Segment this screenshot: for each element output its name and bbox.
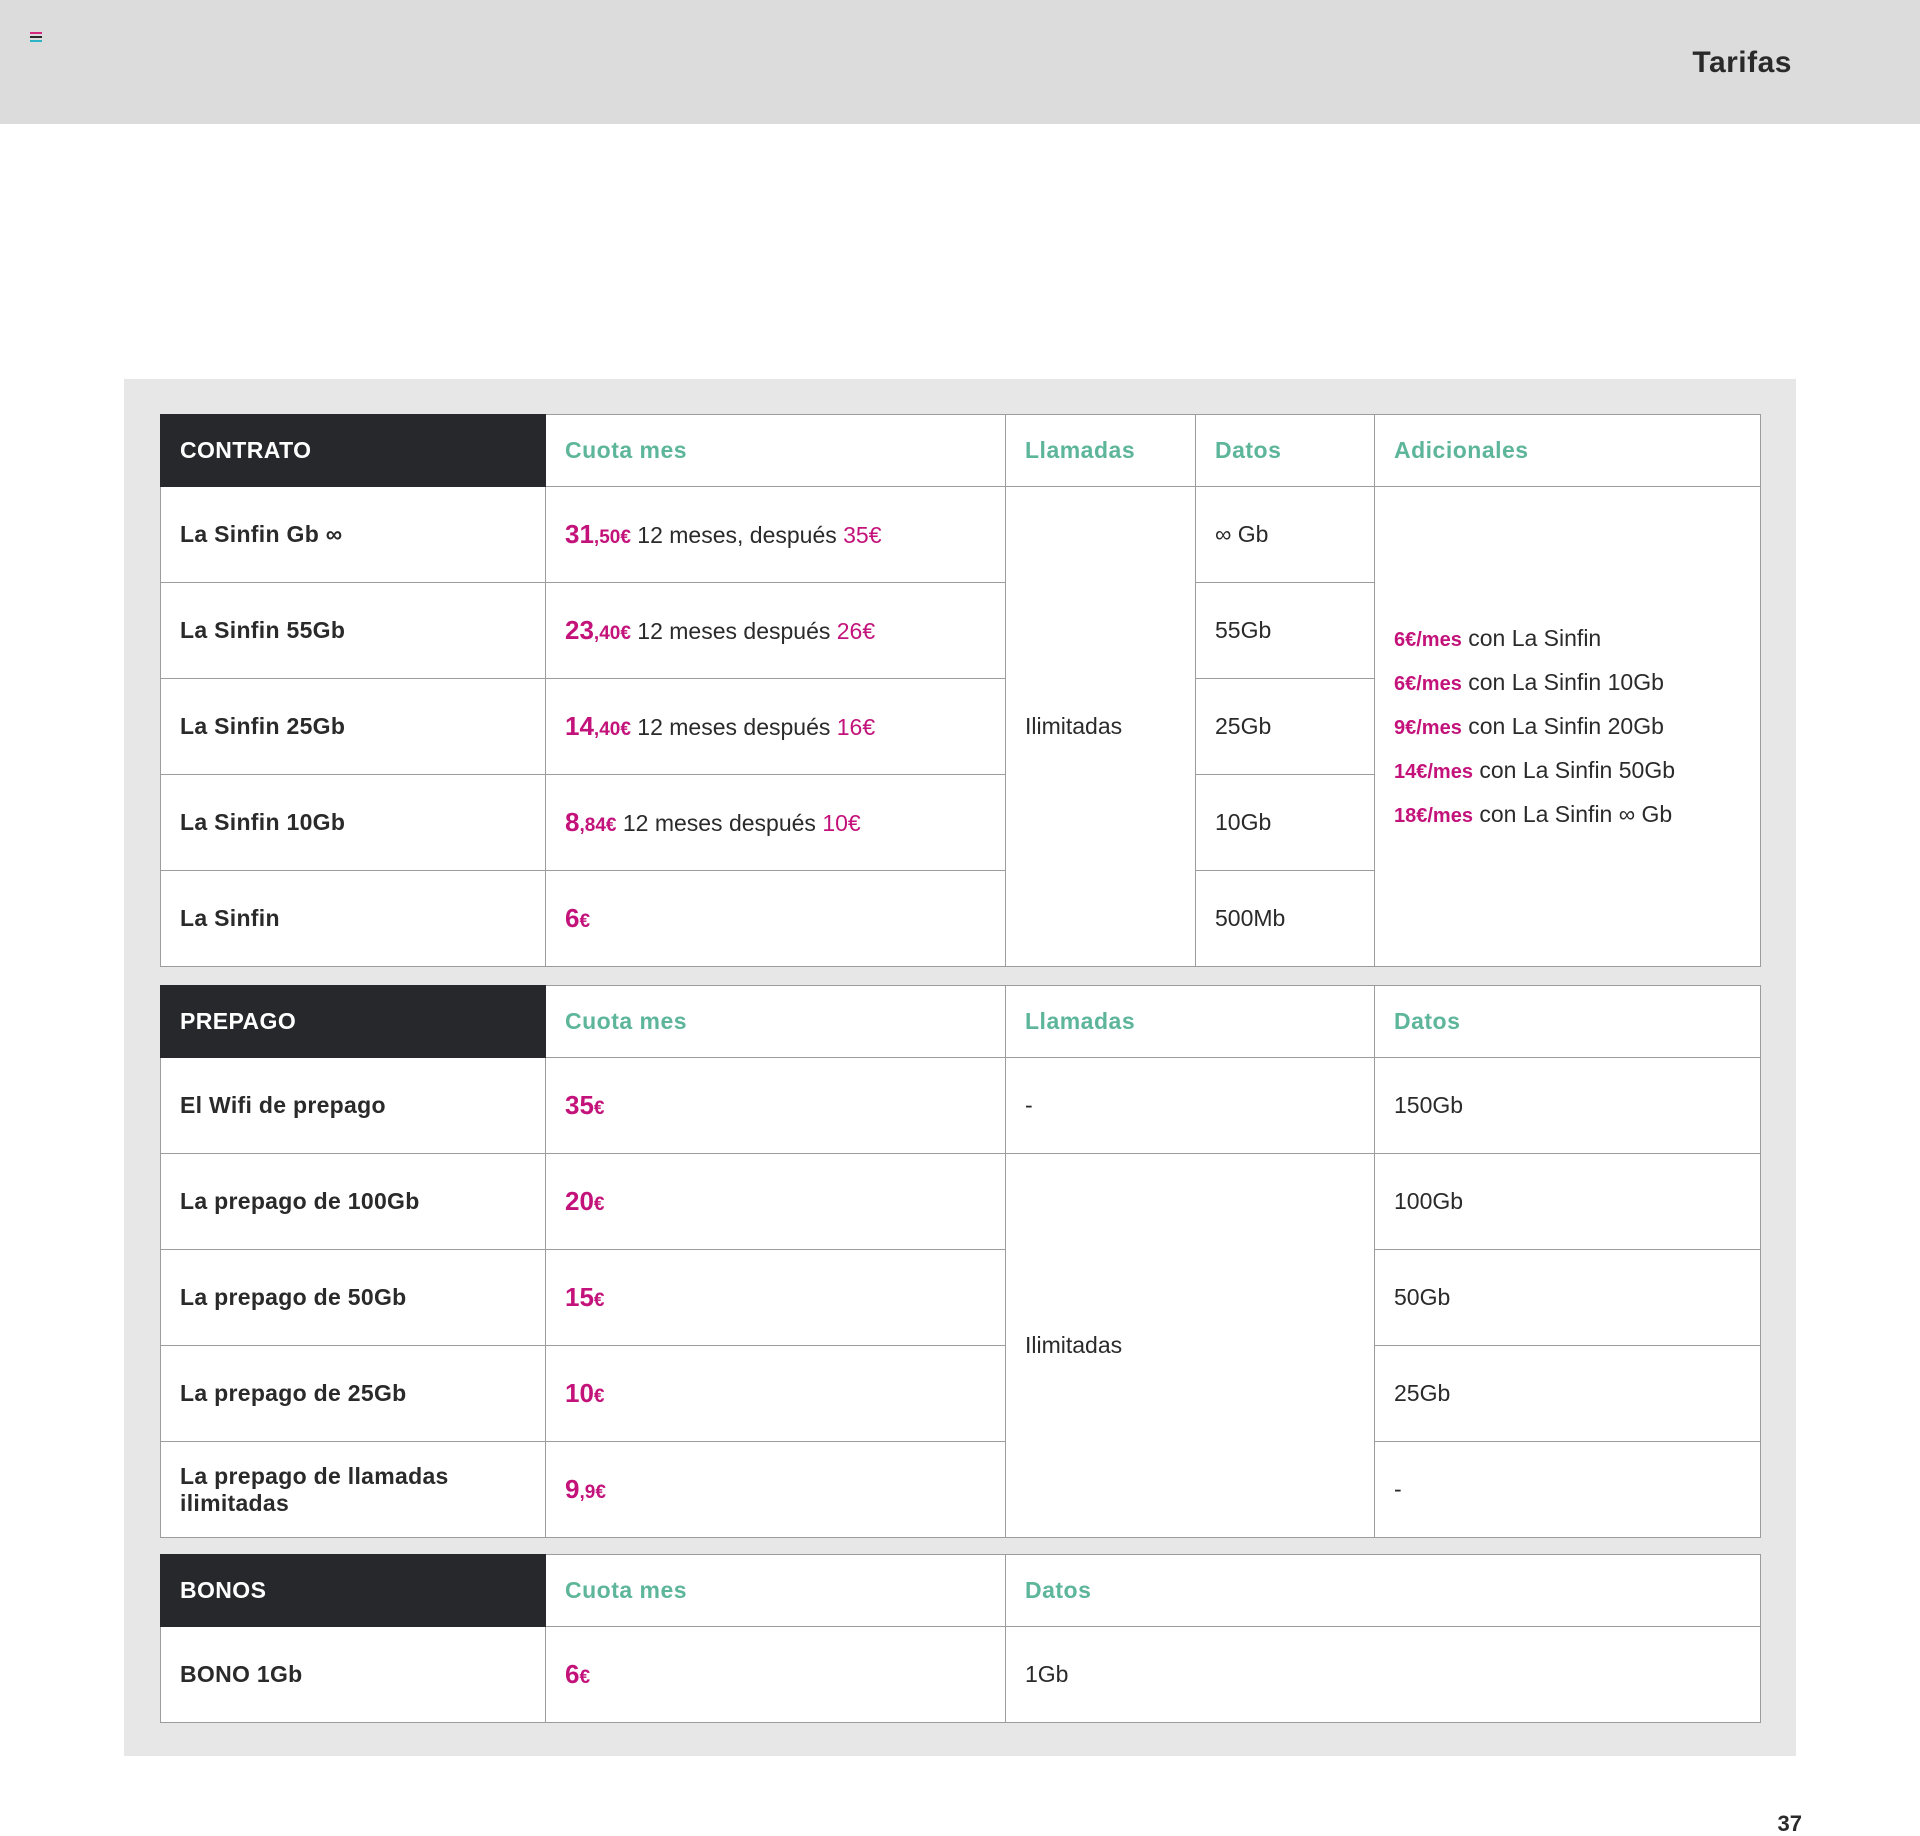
page-number: 37 [1777,1811,1802,1836]
column-header-adicionales: Adicionales [1375,415,1761,487]
price-integer: 35 [565,1090,594,1120]
table-header-row [161,415,1761,487]
datos-cell: 1Gb [1006,1627,1761,1723]
adicional-price: 14€/mes [1394,760,1473,783]
datos-cell: - [1375,1442,1761,1538]
datos-cell: 500Mb [1196,871,1375,967]
section-label-contrato: CONTRATO [161,415,546,487]
adicional-item [1394,661,1741,705]
column-header-cuota: Cuota mes [546,1555,1006,1627]
column-header-llamadas: Llamadas [1006,415,1196,487]
price-integer: 6 [565,903,580,933]
table-row [161,1346,1761,1442]
table-header-row [161,1555,1761,1627]
plan-name: La Sinfin 55Gb [161,583,546,679]
datos-cell: ∞ Gb [1196,487,1375,583]
column-header-datos: Datos [1196,415,1375,487]
bonos-table [160,1554,1761,1723]
price-decimal: € [593,1098,605,1119]
table-header-row [161,986,1761,1058]
price-decimal: ,40€ [593,623,631,644]
price-integer: 15 [565,1282,594,1312]
datos-cell: 50Gb [1375,1250,1761,1346]
adicional-item [1394,705,1741,749]
datos-cell: 25Gb [1375,1346,1761,1442]
llamadas-cell: - [1006,1058,1375,1154]
price-note: 12 meses después [637,714,831,740]
price-note: 12 meses después [637,618,831,644]
adicional-item [1394,749,1741,793]
datos-cell: 150Gb [1375,1058,1761,1154]
llamadas-cell: Ilimitadas [1006,487,1196,967]
table-row [161,1154,1761,1250]
plan-name: La prepago de llamadas ilimitadas [161,1442,546,1538]
table-row [161,1250,1761,1346]
price-decimal: € [579,1667,591,1688]
price-after: 10€ [822,810,861,836]
plan-price [546,1346,1006,1442]
table-row [161,1442,1761,1538]
price-decimal: € [593,1194,605,1215]
plan-name: La prepago de 100Gb [161,1154,546,1250]
llamadas-cell: Ilimitadas [1006,1154,1375,1538]
price-integer: 31 [565,519,594,549]
column-header-cuota: Cuota mes [546,415,1006,487]
plan-name: BONO 1Gb [161,1627,546,1723]
price-decimal: € [593,1290,605,1311]
column-header-datos: Datos [1006,1555,1761,1627]
plan-name: La Sinfin 10Gb [161,775,546,871]
page-title: Tarifas [1692,46,1792,79]
price-note: 12 meses después [622,810,816,836]
table-row [161,1627,1761,1723]
price-after: 26€ [836,618,876,644]
plan-name: La Sinfin Gb ∞ [161,487,546,583]
plan-price [546,775,1006,871]
section-label-prepago: PREPAGO [161,986,546,1058]
table-row [161,487,1761,583]
plan-name: La Sinfin [161,871,546,967]
plan-price [546,1627,1006,1723]
plan-price [546,1154,1006,1250]
price-integer: 10 [565,1378,594,1408]
price-note: 12 meses, después [637,522,837,548]
hamburger-line [30,40,42,42]
contrato-table [160,414,1761,967]
datos-cell: 10Gb [1196,775,1375,871]
adicional-text: con La Sinfin 10Gb [1468,668,1664,695]
top-bar [0,0,1920,124]
adicionales-cell [1375,487,1761,967]
adicional-price: 9€/mes [1394,716,1462,739]
adicional-item [1394,617,1741,661]
column-header-datos: Datos [1375,986,1761,1058]
hamburger-icon[interactable] [30,32,42,42]
price-decimal: ,50€ [593,527,631,548]
section-label-bonos: BONOS [161,1555,546,1627]
price-decimal: ,9€ [579,1482,606,1503]
hamburger-line [30,32,42,34]
prepago-table [160,985,1761,1538]
plan-name: La prepago de 50Gb [161,1250,546,1346]
adicional-text: con La Sinfin 20Gb [1468,712,1664,739]
plan-price [546,1442,1006,1538]
price-after: 35€ [843,522,882,548]
price-decimal: ,84€ [579,815,617,836]
plan-price [546,871,1006,967]
price-decimal: € [593,1386,605,1407]
price-integer: 23 [565,615,594,645]
adicional-price: 6€/mes [1394,672,1462,695]
table-row [161,1058,1761,1154]
plan-price [546,583,1006,679]
hamburger-line [30,36,42,38]
plan-name: La prepago de 25Gb [161,1346,546,1442]
plan-name: La Sinfin 25Gb [161,679,546,775]
price-integer: 9 [565,1474,580,1504]
datos-cell: 55Gb [1196,583,1375,679]
adicional-text: con La Sinfin [1468,624,1602,651]
adicional-price: 6€/mes [1394,628,1462,651]
price-integer: 14 [565,711,594,741]
column-header-cuota: Cuota mes [546,986,1006,1058]
price-integer: 20 [565,1186,594,1216]
adicional-text: con La Sinfin 50Gb [1479,756,1675,783]
price-decimal: € [579,911,591,932]
column-header-llamadas: Llamadas [1006,986,1375,1058]
plan-price [546,679,1006,775]
adicional-text: con La Sinfin ∞ Gb [1479,800,1673,827]
adicional-price: 18€/mes [1394,804,1473,827]
datos-cell: 25Gb [1196,679,1375,775]
plan-price [546,1250,1006,1346]
plan-name: El Wifi de prepago [161,1058,546,1154]
price-integer: 8 [565,807,580,837]
plan-price [546,1058,1006,1154]
price-integer: 6 [565,1659,580,1689]
price-after: 16€ [836,714,876,740]
datos-cell: 100Gb [1375,1154,1761,1250]
adicional-item [1394,793,1741,837]
plan-price [546,487,1006,583]
price-decimal: ,40€ [593,719,631,740]
